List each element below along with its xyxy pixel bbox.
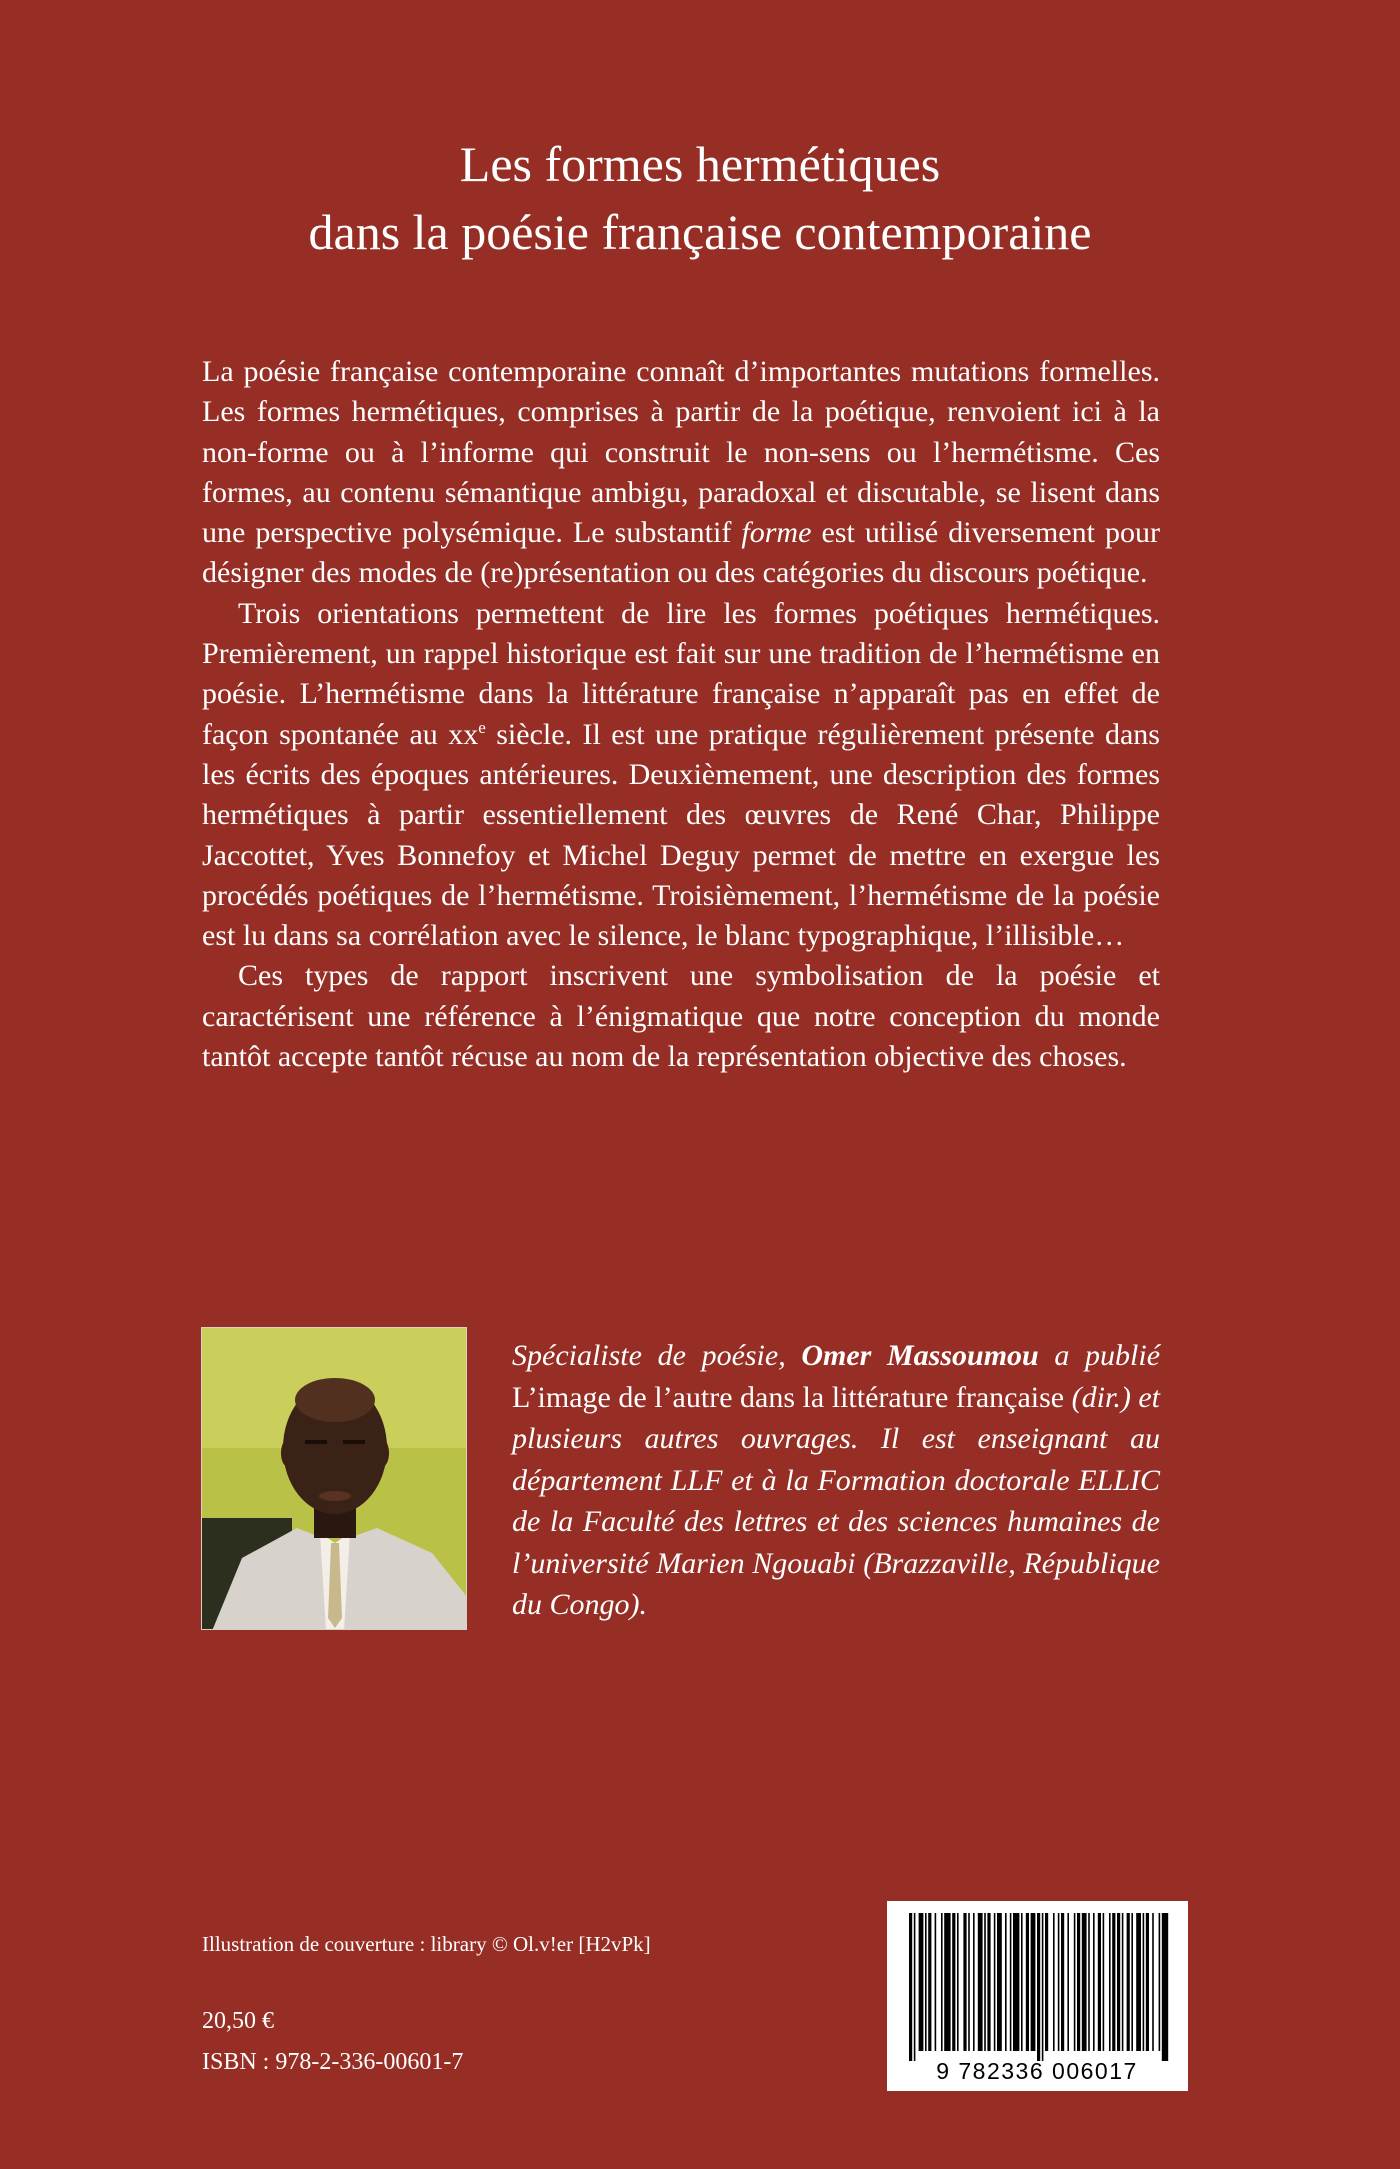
barcode-bar bbox=[957, 1913, 959, 2051]
book-summary bbox=[202, 352, 1160, 1077]
barcode-bar bbox=[1061, 1913, 1064, 2051]
barcode-bar bbox=[1013, 1913, 1019, 2051]
summary-paragraph-1 bbox=[202, 352, 1160, 594]
barcode-bar bbox=[952, 1913, 955, 2051]
author-photo bbox=[201, 1327, 467, 1630]
bio-rest: et plusieurs autres ouvrages. Il est enseignant au département LLF et à la Formation doctorale ELLIC de la Faculté des lettres et des sciences humaines de l’université Marien Ngouabi (Brazzaville, République du Congo). bbox=[512, 1380, 1161, 1621]
century-superscript: e bbox=[478, 717, 486, 737]
bio-intro: Spécialiste de poésie, bbox=[512, 1339, 802, 1372]
barcode-bar bbox=[1082, 1913, 1087, 2051]
barcode-bar bbox=[997, 1913, 1002, 2051]
barcode-bar bbox=[1131, 1913, 1133, 2051]
barcode-bar bbox=[973, 1913, 975, 2051]
barcode-bar bbox=[1117, 1913, 1120, 2051]
book-title bbox=[0, 130, 1400, 266]
bio-book-title: L’image de l’autre dans la littérature française bbox=[512, 1380, 1065, 1414]
book-title-line-2: dans la poésie française contemporaine bbox=[308, 204, 1092, 260]
barcode-bar bbox=[1053, 1913, 1055, 2051]
cover-illustration-credit: Illustration de couverture : library © Ol.v!er [H2vPk] bbox=[202, 1932, 651, 1956]
barcode-bar bbox=[1159, 1913, 1161, 2051]
barcode-bar bbox=[1005, 1913, 1007, 2051]
barcode-bar bbox=[968, 1913, 970, 2051]
barcode-bar bbox=[1143, 1913, 1145, 2051]
barcode-bar bbox=[1127, 1913, 1130, 2051]
barcode-digits: 9 782336 006017 bbox=[936, 2058, 1138, 2084]
barcode-bar bbox=[1146, 1913, 1149, 2051]
barcode-bar bbox=[1103, 1913, 1105, 2051]
bio-verb: a publié bbox=[1038, 1339, 1161, 1372]
barcode-bar bbox=[925, 1913, 927, 2051]
summary-p1-text-a: La poésie française contemporaine connaît d’importantes mutations formelles. Les formes hermétiques, comprises à partir de la poétique, renvoient ici à la non-forme ou à l’informe qui construit le non-sens ou l’hermétisme. Ces formes, au contenu sémantique ambigu, paradoxal et discutable, se lisent dans une perspective polysémique. Le substantif bbox=[202, 355, 1160, 550]
barcode-bar bbox=[1162, 1913, 1168, 2061]
barcode-bar bbox=[1152, 1913, 1154, 2051]
barcode-bar bbox=[1074, 1913, 1076, 2051]
barcode-bar bbox=[1136, 1913, 1141, 2051]
barcode-bar bbox=[1093, 1913, 1095, 2051]
barcode-bar bbox=[1109, 1913, 1111, 2051]
barcode-bar bbox=[1077, 1913, 1080, 2051]
summary-p1-text-b: est utilisé diversement pour désigner des modes de (re)présentation ou des catégories du discours poétique. bbox=[202, 516, 1160, 590]
barcode-bar bbox=[1045, 1913, 1048, 2051]
bio-dir: (dir.) bbox=[1064, 1380, 1131, 1414]
summary-p2-text-b: siècle. Il est une pratique régulièrement présente dans les écrits des époques antérieures. Deuxièmement, une description des formes hermétiques à partir essentiellement des œuvres de René Char, Philippe Jaccottet, Yves Bonnefoy et Michel Deguy permet de mettre en exergue les procédés poétiques de l’hermétisme. Troisièmement, l’hermétisme de la poésie est lu dans sa corrélation avec le silence, le blanc typographique, l’illisible… bbox=[202, 717, 1160, 953]
barcode-bar bbox=[928, 1913, 931, 2051]
price: 20,50 € bbox=[202, 2008, 274, 2034]
barcode-bar bbox=[1037, 1913, 1040, 2061]
author-portrait-image bbox=[202, 1328, 467, 1630]
barcode-bar bbox=[978, 1913, 983, 2051]
barcode-bar bbox=[935, 1913, 937, 2051]
barcode-bar bbox=[994, 1913, 996, 2051]
barcode-bar bbox=[1010, 1913, 1012, 2051]
barcode-bar bbox=[1067, 1913, 1069, 2051]
author-bio bbox=[512, 1335, 1160, 1626]
barcode-bar bbox=[987, 1913, 990, 2051]
barcode-bar bbox=[944, 1913, 950, 2051]
book-title-line-1: Les formes hermétiques bbox=[459, 136, 941, 192]
summary-paragraph-3: Ces types de rapport inscrivent une symbolisation de la poésie et caractérisent une référence à l’énigmatique que notre conception du monde tantôt accepte tantôt récuse au nom de la représentation objective des choses. bbox=[202, 959, 1160, 1074]
barcode-bar bbox=[914, 1913, 916, 2061]
isbn: ISBN : 978-2-336-00601-7 bbox=[202, 2049, 464, 2075]
barcode-bar bbox=[1122, 1913, 1124, 2051]
barcode-bar bbox=[919, 1913, 924, 2051]
barcode-bar bbox=[984, 1913, 986, 2051]
barcode-bar bbox=[1112, 1913, 1115, 2051]
barcode-bar bbox=[1026, 1913, 1029, 2051]
barcode-bar bbox=[1031, 1913, 1036, 2051]
barcode-bar bbox=[1058, 1913, 1060, 2051]
barcode-image bbox=[887, 1901, 1188, 2091]
summary-p2-text-a: Trois orientations permettent de lire les formes poétiques hermétiques. Premièrement, un rappel historique est fait sur une tradition de l’hermétisme en poésie. L’hermétisme dans la littérature française n’apparaît pas en effet de façon spontanée au xx bbox=[202, 596, 1160, 751]
barcode-bar bbox=[1088, 1913, 1090, 2051]
summary-paragraph-2 bbox=[202, 594, 1160, 957]
summary-p1-italic-word: forme bbox=[741, 516, 812, 550]
barcode-bar bbox=[963, 1913, 966, 2051]
barcode-bar bbox=[1042, 1913, 1044, 2061]
barcode bbox=[887, 1901, 1188, 2091]
barcode-bar bbox=[1021, 1913, 1023, 2051]
barcode-bar bbox=[909, 1913, 912, 2061]
author-name: Omer Massoumou bbox=[801, 1339, 1039, 1372]
barcode-bar bbox=[941, 1913, 943, 2051]
barcode-bar bbox=[1098, 1913, 1101, 2051]
